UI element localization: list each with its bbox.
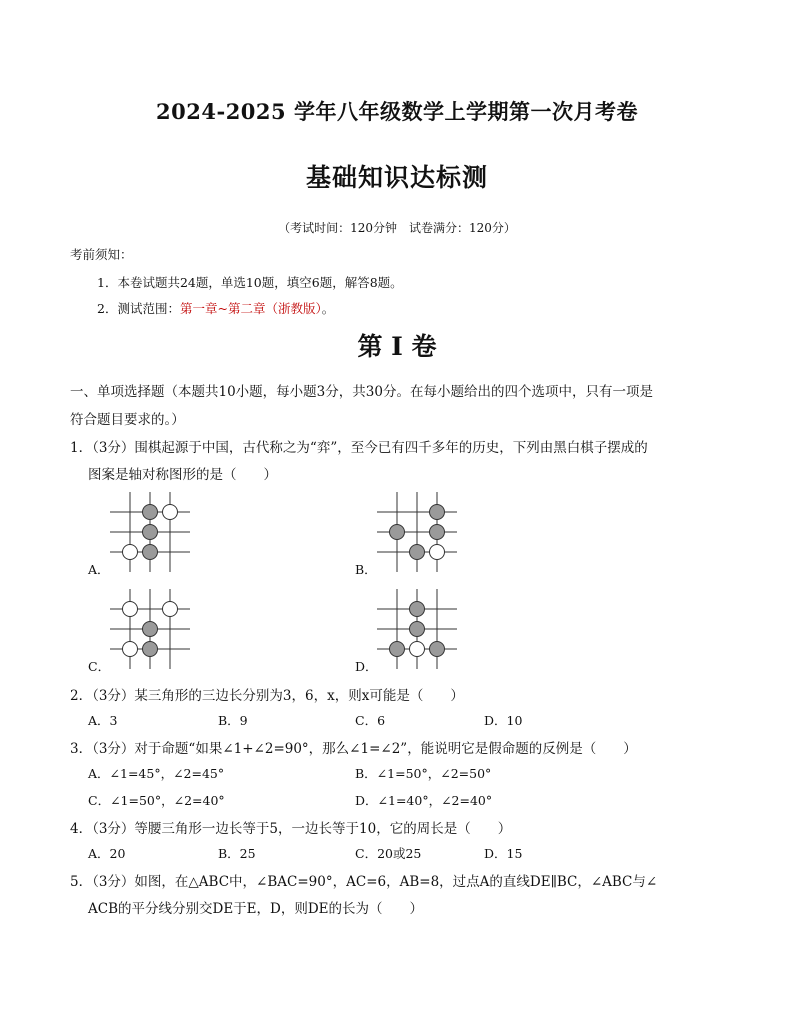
white-stone bbox=[123, 602, 138, 617]
q1-stem-line2: 图案是轴对称图形的是（ ） bbox=[88, 467, 277, 483]
gray-stone bbox=[430, 505, 445, 520]
go-board-d bbox=[375, 587, 459, 671]
q1-stem-line1: 1．（3分）围棋起源于中国，古代称之为“弈”，至今已有四千多年的历史，下列由黑白棋子摆成的 bbox=[70, 440, 648, 456]
gray-stone bbox=[143, 545, 158, 560]
q2-option-d[interactable]: D．10 bbox=[484, 713, 523, 728]
go-board-c bbox=[108, 587, 192, 671]
gray-stone bbox=[390, 642, 405, 657]
q4-option-d[interactable]: D．15 bbox=[484, 846, 523, 861]
white-stone bbox=[123, 642, 138, 657]
exam-title: 2024-2025 学年八年级数学上学期第一次月考卷 bbox=[156, 99, 638, 124]
exam-info: （考试时间：120分钟 试卷满分：120分） bbox=[278, 221, 516, 235]
white-stone bbox=[163, 602, 178, 617]
white-stone bbox=[430, 545, 445, 560]
q4-stem: 4．（3分）等腰三角形一边长等于5，一边长等于10，它的周长是（ ） bbox=[70, 821, 512, 837]
notice-item-1: 1．本卷试题共24题，单选10题，填空6题，解答8题。 bbox=[97, 275, 403, 290]
q1-option-d[interactable]: D． bbox=[355, 659, 378, 674]
q5-stem-line1: 5．（3分）如图，在△ABC中，∠BAC=90°，AC=6，AB=8，过点A的直线DE∥BC，∠ABC与∠ bbox=[70, 874, 658, 890]
q2-option-b[interactable]: B．9 bbox=[218, 713, 248, 728]
q4-option-c[interactable]: C．20或25 bbox=[355, 846, 422, 861]
q3-option-a[interactable]: A．∠1=45°，∠2=45° bbox=[88, 766, 225, 781]
q2-stem: 2．（3分）某三角形的三边长分别为3，6，x，则x可能是（ ） bbox=[70, 688, 464, 704]
q2-option-c[interactable]: C．6 bbox=[355, 713, 386, 728]
q1-option-b[interactable]: B． bbox=[355, 562, 377, 577]
gray-stone bbox=[410, 622, 425, 637]
section-heading-line2: 符合题目要求的。） bbox=[70, 412, 185, 428]
gray-stone bbox=[390, 525, 405, 540]
exam-subtitle: 基础知识达标测 bbox=[305, 163, 488, 192]
q3-option-b[interactable]: B．∠1=50°，∠2=50° bbox=[355, 766, 492, 781]
notice-item-2-range: 第一章~第二章（浙教版） bbox=[179, 301, 322, 316]
q3-option-d[interactable]: D．∠1=40°，∠2=40° bbox=[355, 793, 493, 808]
q3-option-c[interactable]: C．∠1=50°，∠2=40° bbox=[88, 793, 225, 808]
q4-option-b[interactable]: B．25 bbox=[218, 846, 256, 861]
white-stone bbox=[163, 505, 178, 520]
go-board-b bbox=[375, 490, 459, 574]
q3-stem: 3．（3分）对于命题“如果∠1+∠2=90°，那么∠1=∠2”，能说明它是假命题的反例是（ ） bbox=[70, 741, 637, 757]
white-stone bbox=[410, 642, 425, 657]
notice-item-2 bbox=[97, 299, 334, 317]
go-board-a bbox=[108, 490, 192, 574]
q4-option-a[interactable]: A．20 bbox=[88, 846, 126, 861]
q2-option-a[interactable]: A．3 bbox=[88, 713, 118, 728]
section-heading-line1: 一、单项选择题（本题共10小题，每小题3分，共30分。在每小题给出的四个选项中，只有一项是 bbox=[70, 384, 653, 400]
notice-item-2-suffix: 。 bbox=[321, 301, 335, 316]
gray-stone bbox=[143, 642, 158, 657]
q1-option-c[interactable]: C． bbox=[88, 659, 111, 674]
white-stone bbox=[123, 545, 138, 560]
gray-stone bbox=[143, 525, 158, 540]
gray-stone bbox=[410, 602, 425, 617]
gray-stone bbox=[410, 545, 425, 560]
volume-title: 第 I 卷 bbox=[357, 332, 437, 361]
notice-label: 考前须知： bbox=[70, 247, 133, 262]
gray-stone bbox=[430, 642, 445, 657]
q5-stem-line2: ACB的平分线分别交DE于E，D，则DE的长为（ ） bbox=[88, 901, 424, 917]
gray-stone bbox=[143, 622, 158, 637]
q1-option-a[interactable]: A． bbox=[88, 562, 110, 577]
gray-stone bbox=[430, 525, 445, 540]
gray-stone bbox=[143, 505, 158, 520]
notice-item-2-prefix: 2．测试范围： bbox=[97, 301, 180, 316]
